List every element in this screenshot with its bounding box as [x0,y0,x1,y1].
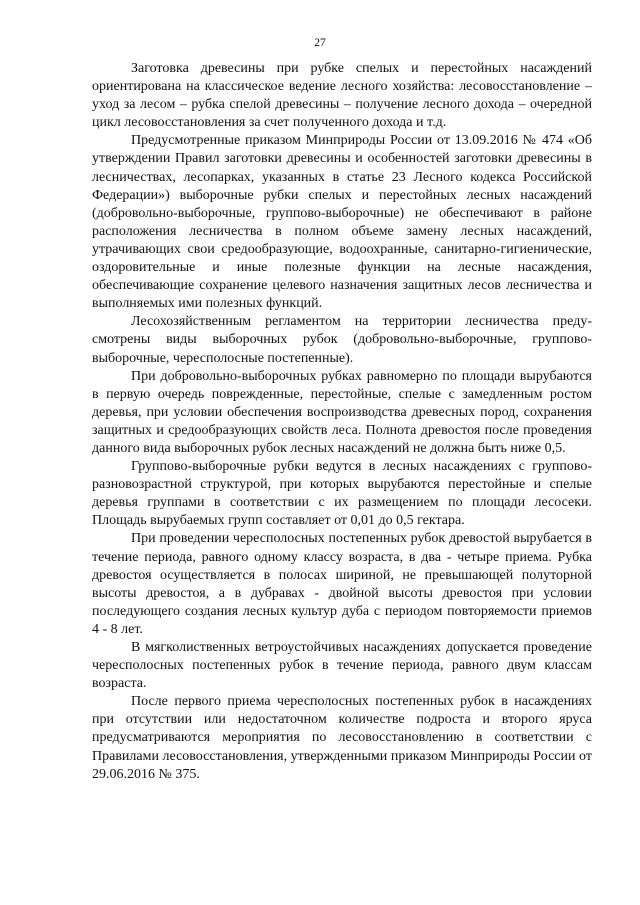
paragraph-strip-gradual: При проведении чересполосных постепенных рубок древостой вырубается в течение периода, равного одному классу возраста, в два - четыре приема. Рубка древостоя осуществляется в полосах шириной, не превышающей полуторной высоты древостоя, а в дубравах - двойной высоты древостоя при условии последующего создания лесных культур дуба с периодом повторяемости приемов 4 - 8 лет. [92,531,592,637]
paragraph-softwood-stands: В мягколиственных ветроустойчивых насаждениях допускается проведение чересполосных постепенных рубок в течение периода, равного двум классам возраста. [92,640,592,692]
paragraph-reforestation: После первого приема чересполосных постепенных рубок в насаждениях при отсутствии или недостаточном количестве подроста и второго яруса предусматриваются мероприятия по лесовосстановлению в соответствии с Правилами лесовосстановления, утвержденными приказом Минприроды России от 29.06.2016 № 375. [92,694,592,782]
paragraph-timber-harvesting: Заготовка древесины при рубке спелых и перестойных насаждений ориентирована на классическое ведение лесного хозяйства: лесовосстановление – уход за лесом – рубка спелой древесины – получение лесного дохода – очередной цикл лесовосстановления за счет полученного дохода и т.д. [92,61,592,131]
page-number: 27 [314,37,326,49]
document-body [92,60,592,784]
paragraph-voluntary-selective: При добровольно-выборочных рубках равномерно по площади вырубаются в первую очередь поврежденные, перестойные, спелые с замедленным ростом деревья, при условии обеспечения воспроизводства древесных пород, сохранения защитных и средообразующих свойств леса. Полнота древостоя после проведения данного вида выборочных рубок лесных насаждений не должна быть ниже 0,5. [92,368,592,456]
paragraph-ministry-order: Предусмотренные приказом Минприроды России от 13.09.2016 № 474 «Об утверждении Правил заготовки древесины и особенностей заготовки древесины в лесничествах, лесопарках, указанных в статье 23 Лесного кодекса Российской Федерации») выборочные рубки спелых и перестойных лесных насаждений (добровольно-выборочные, группово-выборочные) не обеспечивают в районе расположения лесничества в полном объеме замену лесных насаждений, утрачивающих свои средообразующие, водоохранные, санитарно-гигиенические, оздоровительные и иные полезные функции на лесные насаждения, обеспечивающие сохранение целевого назначения защитных лесов лесничества и выполняемых ими полезных функций. [92,133,592,312]
paragraph-forestry-regulation: Лесохозяйственным регламентом на территории лесничества предусмотрены виды выборочных рубок (добровольно-выборочные, группово-выборочные, чересполосные постепенные). [92,314,592,366]
paragraph-group-selective: Группово-выборочные рубки ведутся в лесных насаждениях с группово-разновозрастной структурой, при которых вырубаются перестойные и спелые деревья группами в соответствии с их размещением по площади лесосеки. Площадь вырубаемых групп составляет от 0,01 до 0,5 гектара. [92,459,592,529]
